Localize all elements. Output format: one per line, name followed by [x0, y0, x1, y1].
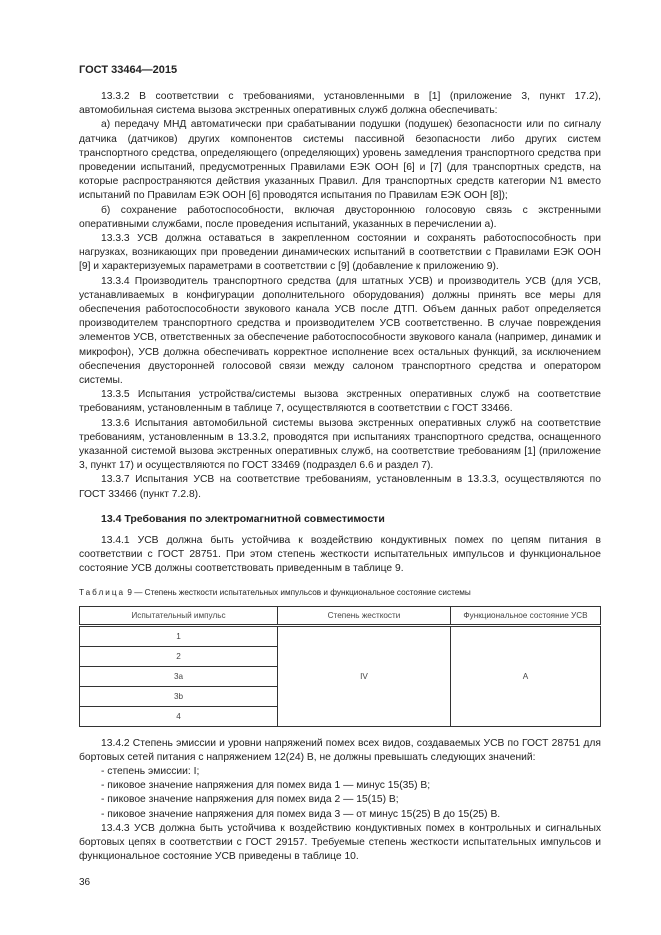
paragraph: 13.3.3 УСВ должна оставаться в закрепленном состоянии и сохранять работоспособность при нагрузках, возникающих при проведении динамических испытаний в соответствии с Правилами ЕЭК ООН [9] и характеризуемых параметрами в соответствии с [9] (добавление к приложению 9). — [79, 233, 601, 273]
paragraph: б) сохранение работоспособности, включая двустороннюю голосовую связь с экстренными оперативными службами, после проведения испытаний, указанных в перечислении а). — [79, 204, 601, 230]
list-item: - пиковое значение напряжения для помех вида 3 — от минус 15(25) В до 15(25) В. — [101, 808, 501, 820]
pulse-cell: 1 — [80, 625, 278, 646]
paragraph: 13.3.2 В соответствии с требованиями, установленными в [1] (приложение 3, пункт 17.2), автомобильная система вызова экстренных оперативных служб должна обеспечивать: — [79, 91, 601, 117]
list-item: - степень эмиссии: I; — [101, 765, 200, 777]
severity-cell: IV — [278, 625, 451, 726]
pulse-cell: 4 — [80, 706, 278, 726]
document-header: ГОСТ 33464—2015 — [79, 64, 178, 76]
table-caption — [79, 587, 601, 598]
state-cell: А — [451, 625, 601, 726]
paragraph: а) передачу МНД автоматически при срабатывании подушки (подушек) безопасности или по сигналу датчика (датчиков) других компонентов системы пассивной безопасности либо других систем транспортного средства, определяющего (определяющих) уровень замедления транспортного средства при проведении испытаний, предусмотренных Правилами ЕЭК ООН [6] и [7] (для транспортных средств, на которые распространяются действия указанных Правил. Для транспортных средств категории N1 вместо испытаний по Правилам ЕЭК ООН [6] проводятся испытания по Правилам ЕЭК ООН [8]); — [79, 119, 601, 202]
table-header-row — [80, 606, 601, 625]
table-caption-label: Таблица — [79, 587, 126, 597]
list-item: - пиковое значение напряжения для помех вида 2 — 15(15) В; — [101, 794, 399, 806]
table-9 — [79, 606, 601, 727]
paragraph: 13.3.7 Испытания УСВ на соответствие требованиям, установленным в 13.3.3, осуществляются по ГОСТ 33466 (пункт 7.2.8). — [79, 474, 601, 500]
paragraph: 13.3.5 Испытания устройства/системы вызова экстренных оперативных служб на соответствие требованиям, установленным в таблице 7, осуществляются в соответствии с ГОСТ 33466. — [79, 389, 601, 415]
paragraph: 13.4.3 УСВ должна быть устойчива к воздействию кондуктивных помех в контрольных и сигнальных бортовых цепях в соответствии с ГОСТ 29157. Требуемые степень жесткости испытательных импульсов и функциональное состояние УСВ приведены в таблице 10. — [79, 822, 601, 863]
list-item: - пиковое значение напряжения для помех вида 1 — минус 15(35) В; — [101, 780, 431, 792]
col-header: Испытательный импульс — [80, 606, 278, 625]
pulse-cell: 3b — [80, 686, 278, 706]
col-header: Функциональное состояние УСВ — [451, 606, 601, 625]
section-title: 13.4 Требования по электромагнитной совместимости — [101, 512, 385, 525]
document-body — [79, 90, 601, 864]
paragraph: 13.3.6 Испытания автомобильной системы вызова экстренных оперативных служб на соответствие требованиям, установленным в 13.3.2, проводятся при испытаниях транспортного средства, оснащенного указанной системой вызова экстренных оперативных служб, на соответствие требованиям [1] (приложение 3, пункт 17) и осуществляются по ГОСТ 33469 (подраздел 6.6 и раздел 7). — [79, 417, 601, 472]
col-header: Степень жесткости — [278, 606, 451, 625]
pulse-cell: 2 — [80, 646, 278, 666]
paragraph: 13.4.1 УСВ должна быть устойчива к воздействию кондуктивных помех по цепям питания в соответствии с ГОСТ 28751. При этом степень жесткости испытательных импульсов и функциональное состояние УСВ должны соответствовать приведенным в таблице 9. — [79, 534, 601, 575]
pulse-cell: 3a — [80, 666, 278, 686]
table-caption-text: 9 — Степень жесткости испытательных импульсов и функциональное состояние системы — [127, 587, 471, 597]
page-number: 36 — [79, 877, 91, 889]
paragraph: 13.3.4 Производитель транспортного средства (для штатных УСВ) и производитель УСВ (для УСВ, устанавливаемых в конфигурации дополнительного оборудования) должны принять все меры для обеспечения работоспособности звукового канала УСВ после ДТП. Объем данных работ определяется производителем транспортного средства и производителем УСВ соответственно. В случае повреждения элементов УСВ, ответственных за обеспечение работоспособности звукового канала (например, динамик и микрофон), УСВ должна обеспечивать корректное исполнение всех остальных функций, за исключением обеспечения двусторонней голосовой связи между салоном транспортного средства и оператором системы. — [79, 275, 601, 387]
paragraph: 13.4.2 Степень эмиссии и уровни напряжений помех всех видов, создаваемых УСВ по ГОСТ 28751 для бортовых сетей питания с напряжением 12(24) В, не должны превышать следующих значений: — [79, 737, 601, 763]
table-row — [80, 625, 601, 646]
